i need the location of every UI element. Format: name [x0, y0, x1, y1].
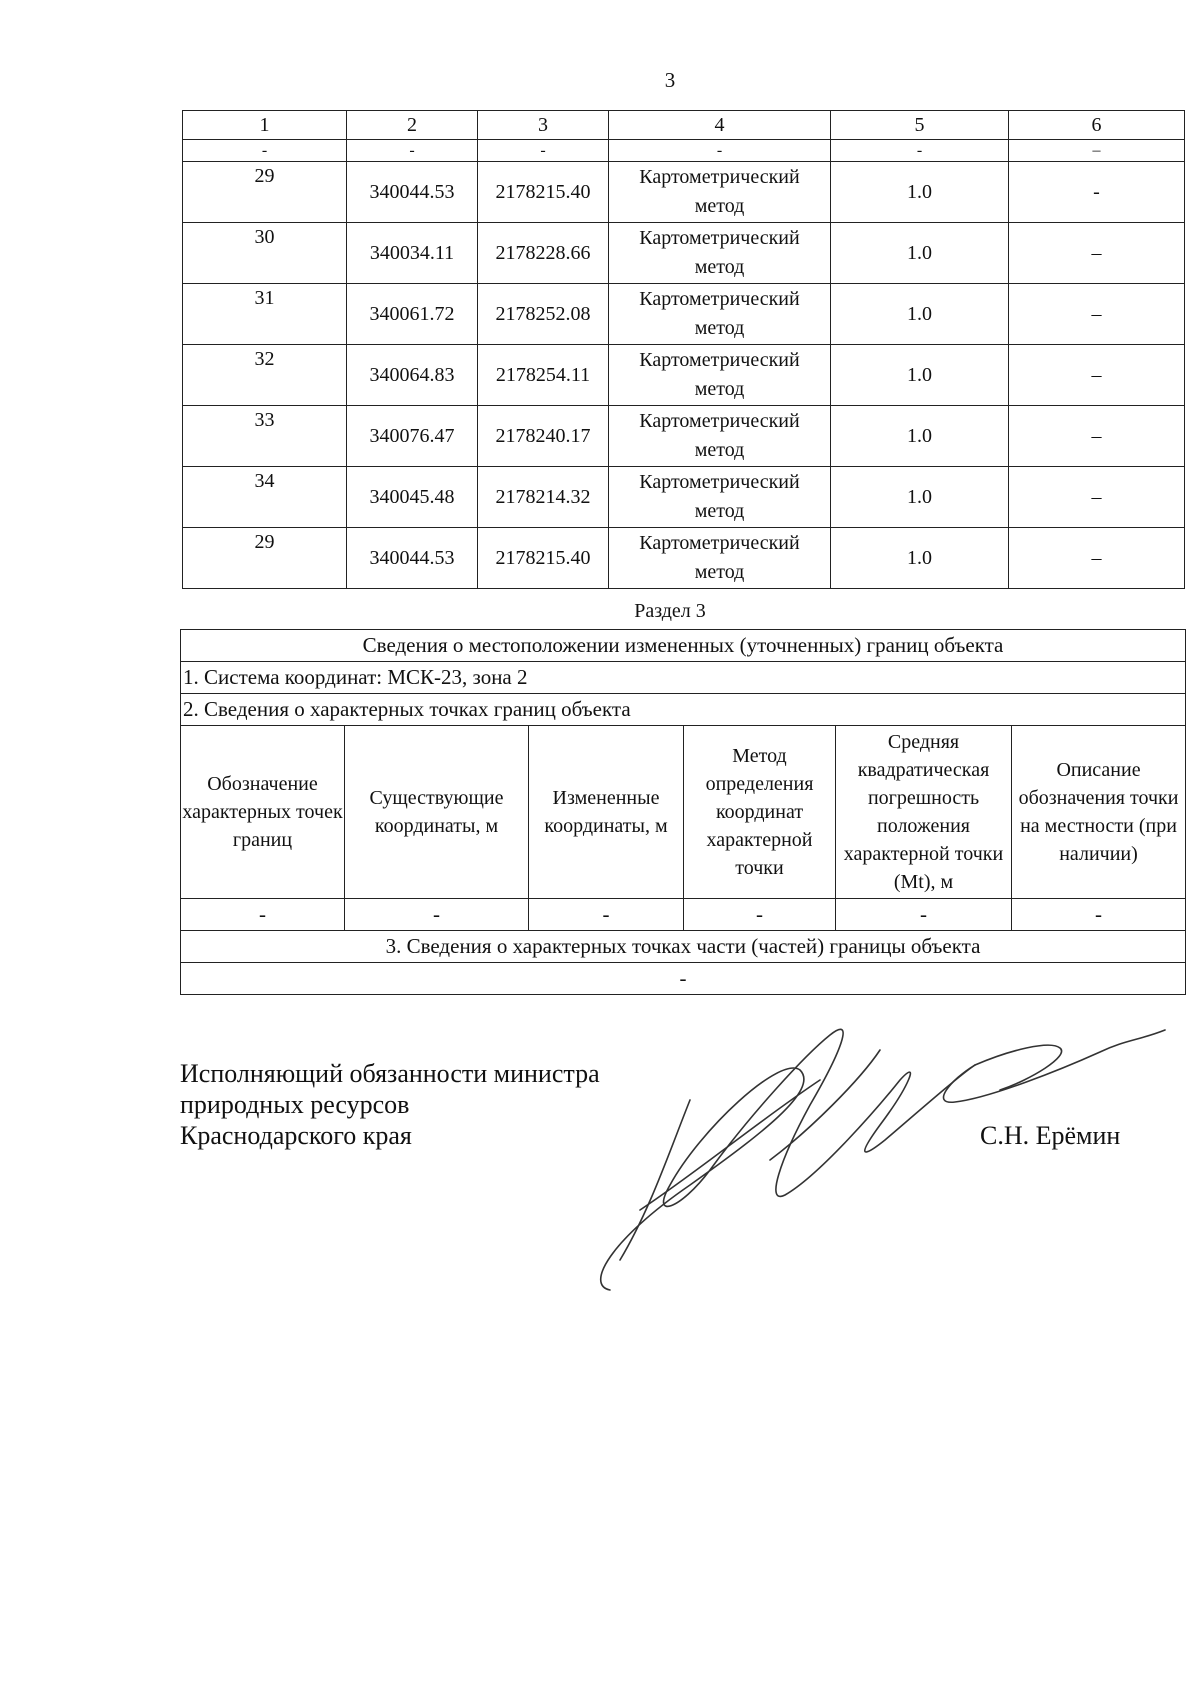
dash-cell: -	[181, 899, 345, 931]
parts-value: -	[181, 963, 1186, 995]
y-coordinate: 2178240.17	[478, 406, 609, 467]
column-header: Существующие координаты, м	[345, 726, 529, 899]
points-heading: 2. Сведения о характерных точках границ объекта	[181, 694, 1186, 726]
point-number: 34	[183, 467, 347, 528]
signer-name: С.Н. Ерёмин	[980, 1121, 1121, 1150]
point-number: 29	[183, 162, 347, 223]
description: –	[1009, 223, 1185, 284]
method-line2: метод	[694, 561, 745, 583]
column-header: Обозначение характерных точек границ	[181, 726, 345, 899]
method-line2: метод	[694, 195, 745, 217]
dash-cell: -	[529, 899, 684, 931]
signer-title-line: природных ресурсов	[180, 1090, 410, 1119]
accuracy: 1.0	[831, 284, 1009, 345]
parts-value-row	[181, 963, 1186, 995]
signer-title	[180, 1058, 600, 1151]
parts-heading: 3. Сведения о характерных точках части (частей) границы объекта	[181, 931, 1186, 963]
x-coordinate: 340064.83	[347, 345, 478, 406]
method-line1: Картометрический	[639, 532, 800, 554]
table-row	[183, 284, 1185, 345]
dash-cell: –	[1009, 140, 1185, 162]
accuracy: 1.0	[831, 345, 1009, 406]
method-cell	[609, 345, 831, 406]
section-title: Раздел 3	[634, 600, 706, 622]
method-cell	[609, 162, 831, 223]
method-line1: Картометрический	[639, 410, 800, 432]
points-heading-row	[181, 694, 1186, 726]
method-line2: метод	[694, 378, 745, 400]
table-row	[183, 162, 1185, 223]
description: –	[1009, 528, 1185, 589]
y-coordinate: 2178215.40	[478, 162, 609, 223]
x-coordinate: 340061.72	[347, 284, 478, 345]
y-coordinate: 2178228.66	[478, 223, 609, 284]
dash-cell: -	[478, 140, 609, 162]
x-coordinate: 340044.53	[347, 162, 478, 223]
point-number: 30	[183, 223, 347, 284]
dash-cell: -	[347, 140, 478, 162]
table-row	[183, 223, 1185, 284]
description: –	[1009, 345, 1185, 406]
x-coordinate: 340034.11	[347, 223, 478, 284]
y-coordinate: 2178254.11	[478, 345, 609, 406]
method-line1: Картометрический	[639, 288, 800, 310]
method-cell	[609, 284, 831, 345]
method-line2: метод	[694, 256, 745, 278]
signer-title-line: Исполняющий обязанности министра	[180, 1059, 600, 1088]
x-coordinate: 340044.53	[347, 528, 478, 589]
point-number: 33	[183, 406, 347, 467]
point-number: 31	[183, 284, 347, 345]
method-line2: метод	[694, 317, 745, 339]
column-header: Измененные координаты, м	[529, 726, 684, 899]
coord-system-row	[181, 662, 1186, 694]
column-header: Метод определения координат характерной точки	[684, 726, 836, 899]
x-coordinate: 340076.47	[347, 406, 478, 467]
description: –	[1009, 467, 1185, 528]
table-row	[183, 528, 1185, 589]
method-line1: Картометрический	[639, 227, 800, 249]
y-coordinate: 2178252.08	[478, 284, 609, 345]
table-header-row	[183, 111, 1185, 140]
dash-cell: -	[831, 140, 1009, 162]
dash-cell: -	[836, 899, 1012, 931]
table-row	[183, 345, 1185, 406]
accuracy: 1.0	[831, 528, 1009, 589]
coordinates-table	[182, 110, 1185, 589]
signer-title-line: Краснодарского края	[180, 1121, 412, 1150]
column-header: Описание обозначения точки на местности (при наличии)	[1012, 726, 1186, 899]
point-number: 29	[183, 528, 347, 589]
y-coordinate: 2178214.32	[478, 467, 609, 528]
column-number: 1	[183, 111, 347, 140]
accuracy: 1.0	[831, 467, 1009, 528]
handwritten-signature	[580, 1010, 1180, 1310]
description: –	[1009, 284, 1185, 345]
description: -	[1009, 162, 1185, 223]
x-coordinate: 340045.48	[347, 467, 478, 528]
column-number: 5	[831, 111, 1009, 140]
column-number: 4	[609, 111, 831, 140]
method-line2: метод	[694, 500, 745, 522]
description: –	[1009, 406, 1185, 467]
accuracy: 1.0	[831, 223, 1009, 284]
table-title: Сведения о местоположении измененных (уточненных) границ объекта	[181, 630, 1186, 662]
method-line2: метод	[694, 439, 745, 461]
column-number: 3	[478, 111, 609, 140]
dash-cell: -	[345, 899, 529, 931]
dash-cell: -	[684, 899, 836, 931]
coord-system: 1. Система координат: МСК-23, зона 2	[181, 662, 1186, 694]
column-headers-row	[181, 726, 1186, 899]
dash-cell: -	[609, 140, 831, 162]
method-line1: Картометрический	[639, 166, 800, 188]
column-number: 2	[347, 111, 478, 140]
method-cell	[609, 528, 831, 589]
table-title-row	[181, 630, 1186, 662]
table-dash-row	[183, 140, 1185, 162]
method-line1: Картометрический	[639, 349, 800, 371]
dash-cell: -	[1012, 899, 1186, 931]
point-number: 32	[183, 345, 347, 406]
column-header: Средняя квадратическая погрешность положения характерной точки (Mt), м	[836, 726, 1012, 899]
dash-cell: -	[183, 140, 347, 162]
method-cell	[609, 406, 831, 467]
page-number: 3	[664, 68, 676, 92]
y-coordinate: 2178215.40	[478, 528, 609, 589]
accuracy: 1.0	[831, 162, 1009, 223]
method-cell	[609, 223, 831, 284]
parts-heading-row	[181, 931, 1186, 963]
table-dash-row	[181, 899, 1186, 931]
table-row	[183, 467, 1185, 528]
method-cell	[609, 467, 831, 528]
column-number: 6	[1009, 111, 1185, 140]
accuracy: 1.0	[831, 406, 1009, 467]
boundary-changes-table	[180, 629, 1186, 995]
table-row	[183, 406, 1185, 467]
method-line1: Картометрический	[639, 471, 800, 493]
